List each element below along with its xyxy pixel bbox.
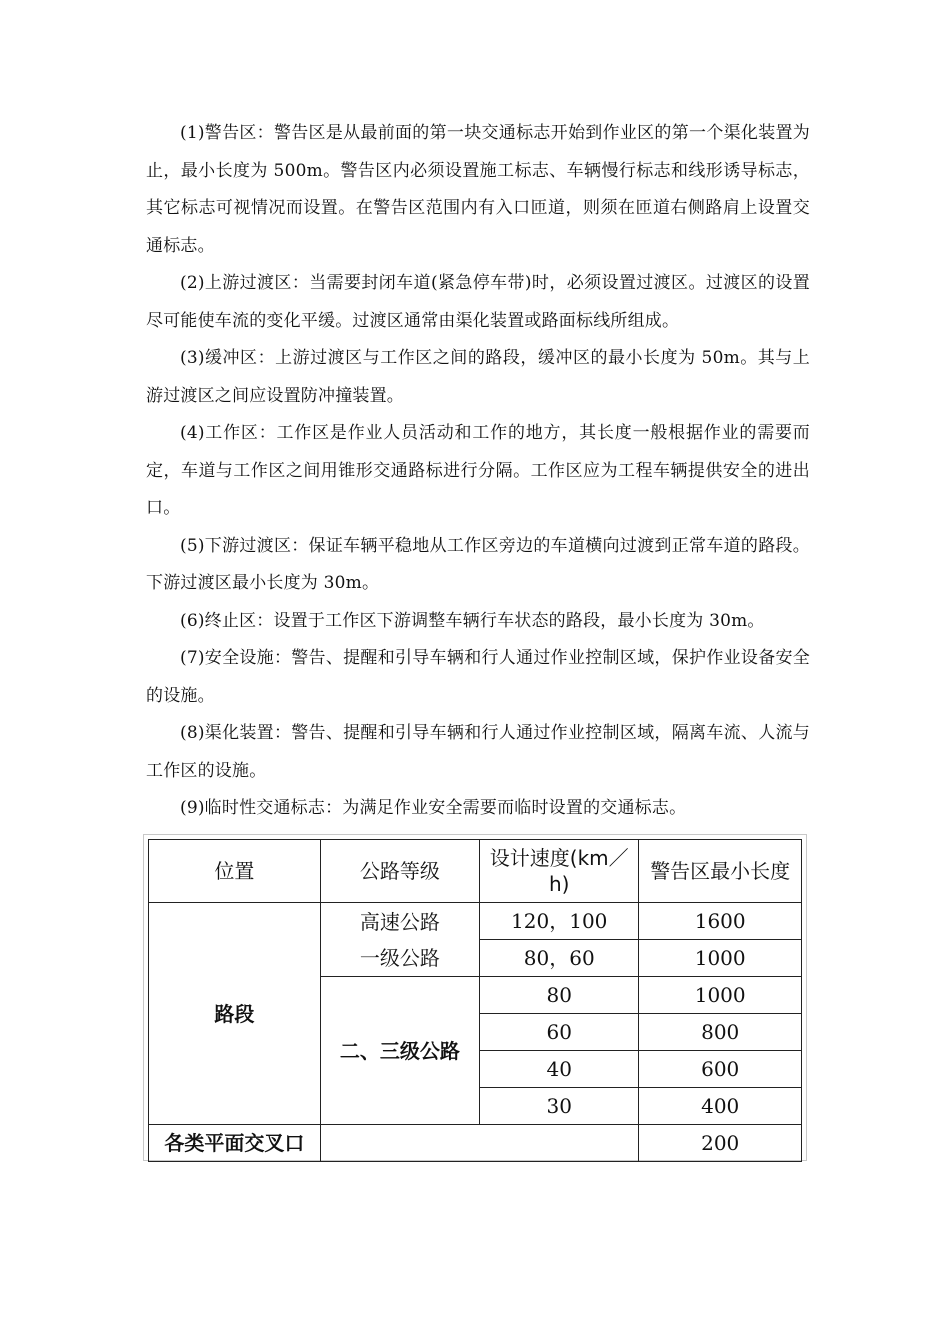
paragraph-downstream-transition: (5)下游过渡区：保证车辆平稳地从工作区旁边的车道横向过渡到正常车道的路段。下游过渡区最小长度为 30m。 [146, 535, 810, 593]
cell-second-third-grade: 二、三级公路 [320, 977, 479, 1125]
warning-zone-table-frame [143, 834, 807, 1161]
paragraph-termination-zone: (6)终止区：设置于工作区下游调整车辆行车状态的路段，最小长度为 30m。 [180, 610, 765, 631]
cell-length: 1000 [639, 977, 802, 1014]
paragraph-temporary-signs: (9)临时性交通标志：为满足作业安全需要而临时设置的交通标志。 [180, 798, 687, 818]
header-position: 位置 [149, 840, 321, 903]
paragraph-buffer-zone: (3)缓冲区：上游过渡区与工作区之间的路段，缓冲区的最小长度为 50m。其与上游过渡区之间应设置防冲撞装置。 [146, 348, 810, 406]
cell-intersection-label: 各类平面交叉口 [149, 1125, 321, 1162]
label-expressway: 高速公路 [359, 909, 440, 934]
cell-speed: 40 [480, 1051, 639, 1088]
cell-speed: 120，100 [480, 903, 639, 940]
cell-road-section: 路段 [149, 903, 321, 1125]
cell-speed: 80 [480, 977, 639, 1014]
header-min-length: 警告区最小长度 [639, 840, 802, 903]
paragraph-safety-facilities: (7)安全设施：警告、提醒和引导车辆和行人通过作业控制区域，保护作业设备安全的设施。 [146, 648, 810, 706]
cell-length: 800 [639, 1014, 802, 1051]
paragraph-work-zone: (4)工作区：工作区是作业人员活动和工作的地方，其长度一般根据作业的需要而定，车道与工作区之间用锥形交通路标进行分隔。工作区应为工程车辆提供安全的进出口。 [146, 423, 810, 518]
table-row [149, 903, 802, 940]
cell-length: 600 [639, 1051, 802, 1088]
table-row-intersection [149, 1125, 802, 1162]
cell-speed: 80，60 [480, 940, 639, 977]
paragraph-upstream-transition: (2)上游过渡区：当需要封闭车道(紧急停车带)时，必须设置过渡区。过渡区的设置尽可能使车流的变化平缓。过渡区通常由渠化装置或路面标线所组成。 [146, 273, 810, 331]
cell-length: 1600 [639, 903, 802, 940]
cell-speed: 30 [480, 1088, 639, 1125]
cell-length: 1000 [639, 940, 802, 977]
header-road-grade: 公路等级 [320, 840, 479, 903]
cell-speed: 60 [480, 1014, 639, 1051]
cell-intersection-empty [320, 1125, 639, 1162]
cell-highway-grade [320, 903, 479, 977]
body-text [146, 115, 810, 828]
header-design-speed: 设计速度(km／h) [480, 840, 639, 903]
cell-length: 400 [639, 1088, 802, 1125]
cell-intersection-length: 200 [639, 1125, 802, 1162]
table-header-row [149, 840, 802, 903]
paragraph-warning-zone: (1)警告区：警告区是从最前面的第一块交通标志开始到作业区的第一个渠化装置为止，最小长度为 500m。警告区内必须设置施工标志、车辆慢行标志和线形诱导标志，其它标志可视情况而设置。在警告区范围内有入口匝道，则须在匝道右侧路肩上设置交通标志。 [146, 123, 810, 256]
paragraph-channelizing-devices: (8)渠化装置：警告、提醒和引导车辆和行人通过作业控制区域，隔离车流、人流与工作区的设施。 [146, 723, 810, 781]
label-first-class-highway: 一级公路 [359, 945, 440, 970]
warning-zone-table [148, 839, 802, 1162]
